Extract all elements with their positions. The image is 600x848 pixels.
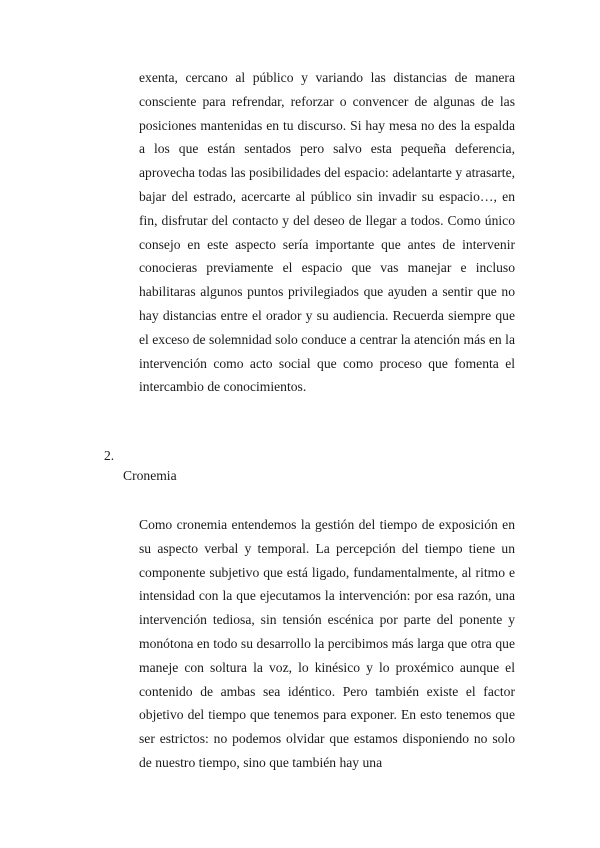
section-heading: Cronemia bbox=[123, 468, 177, 483]
body-paragraph-1: exenta, cercano al público y variando las distancias de manera consciente para refrendar, reforzar o convencer de algunas de las posiciones mantenidas en tu discurso. Si hay mesa no des la espalda a los que están sentados pero salvo esta pequeña deferencia, aprovecha todas las posibilidades del espacio: adelantarte y atrasarte, bajar del estrado, acercarte al público sin invadir su espacio…, en fin, disfrutar del contacto y del deseo de llegar a todos. Como único consejo en este aspecto sería importante que antes de intervenir conocieras previamente el espacio que vas manejar e incluso habilitaras algunos puntos privilegiados que ayuden a sentir que no hay distancias entre el orador y su audiencia. Recuerda siempre que el exceso de solemnidad solo conduce a centrar la atención más en la intervención como acto social que como proceso que fomenta el intercambio de conocimientos. bbox=[139, 70, 515, 395]
list-number: 2. bbox=[104, 448, 115, 463]
body-paragraph-2: Como cronemia entendemos la gestión del tiempo de exposición en su aspecto verbal y temporal. La percepción del tiempo tiene un componente subjetivo que está ligado, fundamentalmente, al ritmo e intensidad con la que ejecutamos la intervención: por esa razón, una intervención tediosa, sin tensión escénica por parte del ponente y monótona en todo su desarrollo la percibimos más larga que otra que maneje con soltura la voz, lo kinésico y lo proxémico aunque el contenido de ambas sea idéntico. Pero también existe el factor objetivo del tiempo que tenemos para exponer. En esto tenemos que ser estrictos: no podemos olvidar que estamos disponiendo no solo de nuestro tiempo, sino que también hay una bbox=[139, 517, 515, 770]
